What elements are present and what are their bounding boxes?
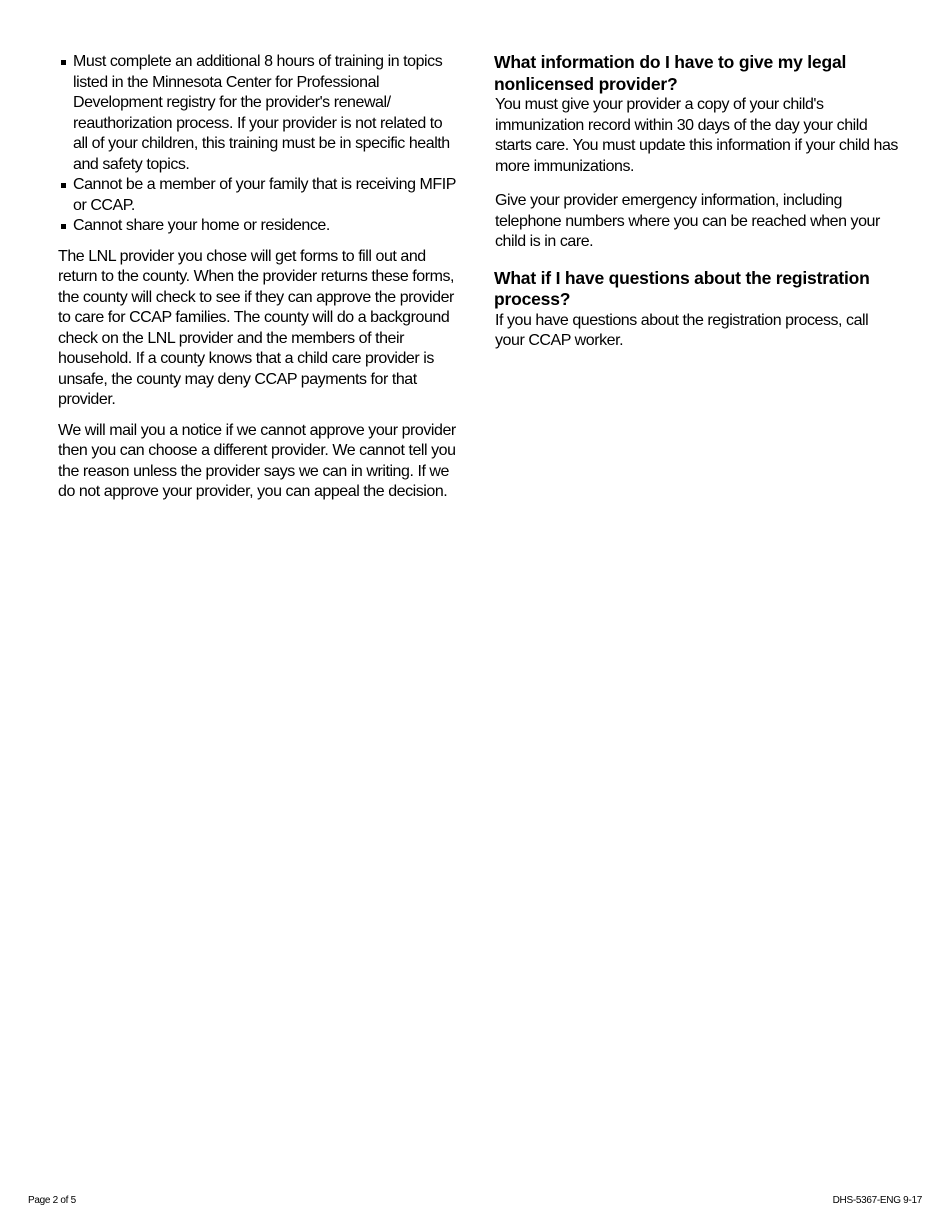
county-approval-paragraph: The LNL provider you chose will get forms to fill out and return to the county. When the provider returns these forms, the county will check to see if they can approve the provider to care for CCAP families. The county will do a background check on the LNL provider and the members of their household. If a county knows that a child care provider is unsafe, the county may deny CCAP payments for that provider. — [58, 247, 455, 408]
emergency-info-paragraph: Give your provider emergency information, including telephone numbers where you can be reached when your child is in care. — [495, 192, 880, 250]
right-column — [494, 52, 899, 352]
list-item: Must complete an additional 8 hours of training in topics listed in the Minnesota Center for Professional Development registry for the provider's renewal/ reauthorization process. If your provider is not related to all of your children, this training must be in specific health and safety topics. — [58, 52, 458, 175]
immunization-paragraph: You must give your provider a copy of your child's immunization record within 30 days of the day your child starts care. You must update this information if your child has more immunizations. — [495, 96, 898, 175]
page-number: Page 2 of 5 — [28, 1195, 76, 1206]
questions-paragraph: If you have questions about the registration process, call your CCAP worker. — [495, 311, 869, 349]
requirements-list — [58, 52, 458, 237]
section-heading-information: What information do I have to give my legal nonlicensed provider? — [494, 52, 847, 94]
list-item: Cannot share your home or residence. — [58, 216, 458, 237]
form-id: DHS-5367-ENG 9-17 — [832, 1195, 922, 1206]
section-heading-questions: What if I have questions about the registration process? — [494, 267, 870, 309]
list-item: Cannot be a member of your family that is receiving MFIP or CCAP. — [58, 175, 458, 216]
left-column — [58, 52, 458, 503]
notice-paragraph: We will mail you a notice if we cannot approve your provider then you can choose a different provider. We cannot tell you the reason unless the provider says we can in writing. If we do not approve your provider, you can appeal the decision. — [58, 421, 456, 500]
